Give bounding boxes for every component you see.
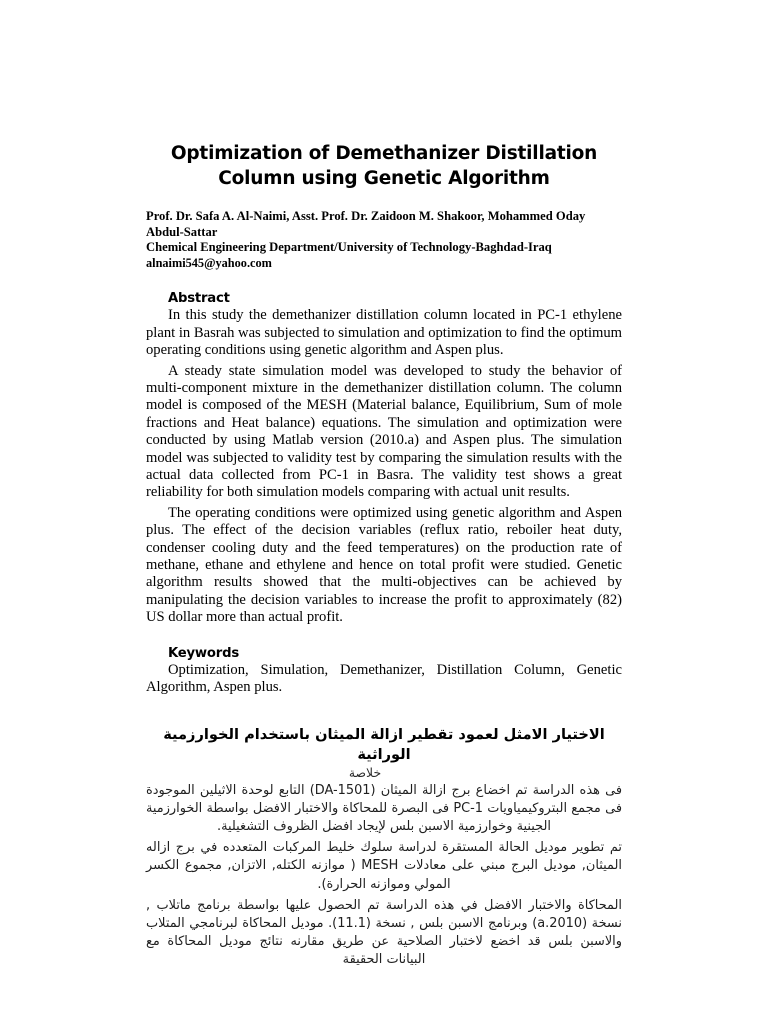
arabic-paragraph-2: تم تطوير موديل الحالة المستقرة لدراسة سلوك خليط المركبات المتعدده في برج ازاله الميثان, موديل البرج مبني على معادلات MESH ( موازنه الكتله, الاتزان, مجموع الكسر المولي وموازنه الحرارة). xyxy=(146,840,623,892)
title-line-1: Optimization of Demethanizer Distillation xyxy=(170,143,598,164)
title-line-2: Column using Genetic Algorithm xyxy=(218,168,550,189)
arabic-title: الاختيار الامثل لعمود تقطير ازالة الميثان باستخدام الخوارزمية الوراثية xyxy=(163,725,605,763)
author-email: alnaimi545@yahoo.com xyxy=(146,255,272,270)
abstract-paragraph-3: The operating conditions were optimized using genetic algorithm and Aspen plus. The effect of the decision variables (reflux ratio, reboiler heat duty, condenser cooling duty and the feed temperatures) on the production rate of methane, ethane and ethylene and hence on total profit were studied. Genetic algorithm results showed that the multi-objectives can be achieved by manipulating the decision variables to increase the profit to approximately (82) US dollar more than actual profit. xyxy=(146,504,622,626)
arabic-abstract-label: خلاصة xyxy=(348,764,382,780)
arabic-paragraph-1: فى هذه الدراسة تم اخضاع برج ازالة الميثان (DA-1501) التابع لوحدة الاثيلين الموجودة فى مجمع البتروكيمياويات PC-1 فى البصرة للمحاكاة والاختبار الافضل بواسطة الخوارزمية الجينية وخوارزمية الاسبن بلس لإيجاد افضل الظروف التشغيلية. xyxy=(146,782,622,834)
affiliation-line: Chemical Engineering Department/University of Technology-Baghdad-Iraq xyxy=(146,240,552,255)
page-title xyxy=(146,0,622,191)
abstract-paragraph-2: A steady state simulation model was developed to study the behavior of multi-component mixture in the demethanizer distillation column. The column model is composed of the MESH (Material balance, Equilibrium, Sum of mole fractions and Heat balance) equations. The simulation and optimization were conducted by using Matlab version (2010.a) and Aspen plus. The simulation model was subjected to validity test by comparing the simulation results with the actual data collected from PC-1 in Basra. The validity test shows a great reliability for both simulation models comparing with actual unit results. xyxy=(146,362,622,501)
page-content-column xyxy=(146,0,622,970)
abstract-paragraph-1: In this study the demethanizer distillation column located in PC-1 ethylene plant in Basrah was subjected to simulation and optimization to find the optimum operating conditions using genetic algorithm and Aspen plus. xyxy=(146,307,622,359)
arabic-abstract-section xyxy=(146,725,622,970)
keywords-heading: Keywords xyxy=(168,645,239,661)
abstract-heading: Abstract xyxy=(168,291,230,307)
authors-line: Prof. Dr. Safa A. Al-Naimi, Asst. Prof. Dr. Zaidoon M. Shakoor, Mohammed Oday Abdul-Sattar xyxy=(146,209,586,239)
arabic-paragraph-3: المحاكاة والاختبار الافضل في هذه الدراسة تم الحصول عليها بواسطة برنامج ماتلاب , نسخة (2010.a) وبرنامج الاسبن بلس , نسخة (11.1). موديل المحاكاة لبرنامجي المتلاب والاسبن بلس قد اخضع لاختبار الصلاحية عن طريق مقارنه نتائج موديل المحاكاة مع البيانات الحقيقة xyxy=(146,897,622,968)
keywords-text: Optimization, Simulation, Demethanizer, Distillation Column, Genetic Algorithm, Aspen plus. xyxy=(146,661,622,696)
author-affiliation-block xyxy=(146,209,622,271)
